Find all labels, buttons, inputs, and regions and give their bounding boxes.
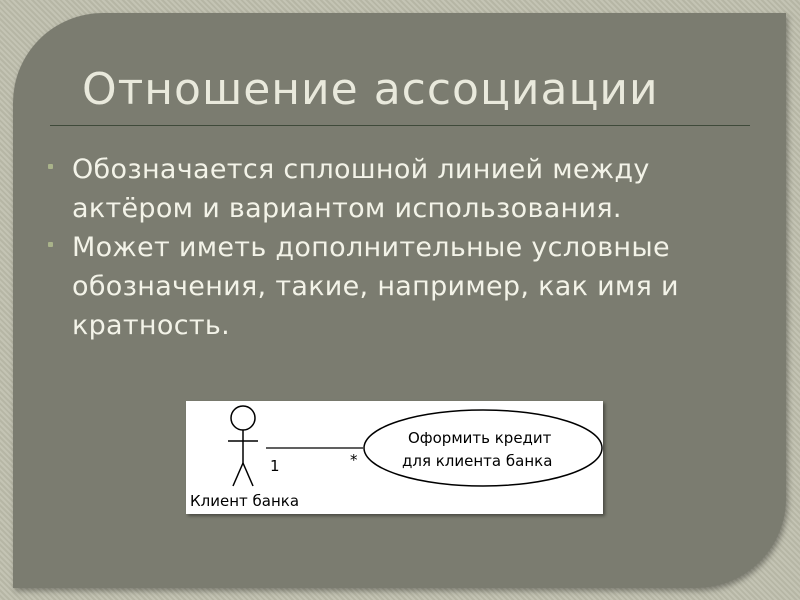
title-divider — [50, 125, 750, 126]
bullet-item-1 — [48, 150, 768, 228]
slide-title: Отношение ассоциации — [82, 64, 659, 115]
multiplicity-actor-label: 1 — [270, 457, 280, 475]
bullet-icon — [48, 164, 53, 169]
multiplicity-usecase-label: * — [350, 451, 358, 469]
actor-label: Клиент банка — [190, 492, 300, 510]
bullet-text-1: Обозначается сплошной линией между актёром и вариантом использования. — [72, 154, 650, 224]
use-case-diagram — [186, 401, 603, 514]
actor-leg-left-icon — [233, 463, 243, 486]
use-case-label-line2: для клиента банка — [402, 452, 553, 470]
actor-leg-right-icon — [243, 463, 253, 486]
actor-head-icon — [231, 406, 255, 430]
bullet-item-2 — [48, 228, 768, 345]
use-case-label-line1: Оформить кредит — [408, 429, 552, 447]
bullet-icon — [48, 242, 53, 247]
bullet-text-2: Может иметь дополнительные условные обозначения, такие, например, как имя и кратность. — [72, 232, 679, 341]
use-case-ellipse — [364, 410, 602, 486]
bullet-list — [48, 150, 768, 345]
